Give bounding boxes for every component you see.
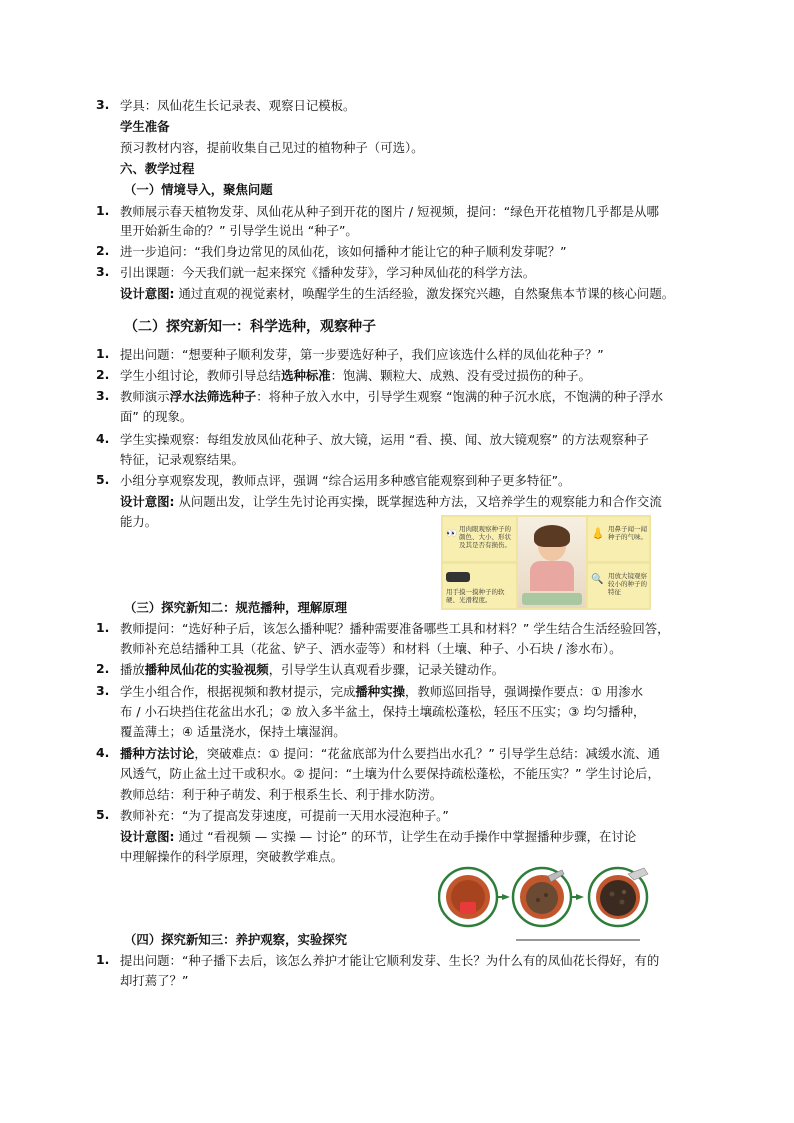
touch-caption: 用手摸一摸种子的软硬、光滑程度。 bbox=[446, 588, 505, 604]
paragraph-line: 里开始新生命的？” 引导学生说出 “种子”。 bbox=[120, 223, 358, 238]
list-item-text: 学具：凤仙花生长记录表、观察日记模板。 bbox=[120, 98, 356, 113]
paragraph-line: 特征，记录观察结果。 bbox=[120, 452, 244, 467]
paragraph-line: 中理解操作的科学原理，突破教学难点。 bbox=[120, 849, 344, 864]
paragraph-line: 引出课题：今天我们就一起来探究《播种发芽》，学习种凤仙花的科学方法。 bbox=[120, 265, 536, 280]
design-intent: 设计意图: 通过直观的视觉素材，唤醒学生的生活经验，激发探究兴趣，自然聚焦本节课的核心问题。 bbox=[120, 286, 675, 301]
paragraph-line: 进一步追问：“我们身边常见的凤仙花，该如何播种才能让它的种子顺利发芽呢？” bbox=[120, 244, 567, 259]
subsection-heading-4: （四）探究新知三：养护观察，实验探究 bbox=[124, 932, 348, 947]
paragraph-line: 却打蔫了？” bbox=[120, 973, 189, 988]
magnifier-caption: 用放大镜观察较小的种子的特征 bbox=[608, 572, 647, 596]
list-number: 1. bbox=[96, 620, 110, 635]
paragraph-line: 播种方法讨论，突破难点：① 提问：“花盆底部为什么要挡出水孔？” 引导学生总结：减缓水流、通 bbox=[120, 746, 660, 761]
look-caption: 用肉眼观察种子的颜色、大小、形状及其是否有损伤。 bbox=[459, 525, 511, 549]
magnifier-icon: 🔍 bbox=[591, 574, 604, 585]
student-prep-heading: 学生准备 bbox=[120, 119, 170, 134]
paragraph-line: 教师总结：利于种子萌发、利于根系生长、利于排水防涝。 bbox=[120, 787, 443, 802]
paragraph-line: 提出问题：“想要种子顺利发芽，第一步要选好种子，我们应该选什么样的凤仙花种子？” bbox=[120, 347, 604, 362]
list-number: 3. bbox=[96, 683, 110, 698]
design-intent: 设计意图: 通过 “看视频 — 实操 — 讨论” 的环节，让学生在动手操作中掌握播种步骤，在讨论 bbox=[120, 829, 637, 844]
paragraph-line: 面” 的现象。 bbox=[120, 409, 193, 424]
paragraph-line: 教师补充总结播种工具（花盆、铲子、洒水壶等）和材料（土壤、种子、小石块 / 渗水布）。 bbox=[120, 641, 622, 656]
paragraph-line: 布 / 小石块挡住花盆出水孔；② 放入多半盆土，保持土壤疏松蓬松，轻压不压实；③ 均匀播种， bbox=[120, 704, 646, 719]
magnifier-panel bbox=[588, 564, 649, 608]
paragraph-line: 教师提问：“选好种子后，该怎么播种呢？播种需要准备哪些工具和材料？” 学生结合生活经验回答， bbox=[120, 621, 670, 636]
paragraph-line: 能力。 bbox=[120, 514, 158, 529]
list-number: 3. bbox=[96, 264, 110, 279]
list-number: 3. bbox=[96, 388, 110, 403]
paragraph-line: 提出问题：“种子播下去后，该怎么养护才能让它顺利发芽、生长？为什么有的凤仙花长得好，有的 bbox=[120, 953, 660, 968]
subsection-heading-1: （一）情境导入，聚焦问题 bbox=[124, 182, 273, 197]
hand-seeds-icon bbox=[446, 572, 470, 582]
touch-panel bbox=[443, 564, 516, 608]
paragraph-line: 学生小组讨论，教师引导总结选种标准：饱满、颗粒大、成熟、没有受过损伤的种子。 bbox=[120, 368, 591, 383]
list-number: 2. bbox=[96, 243, 110, 258]
paragraph-line: 教师补充：“为了提高发芽速度，可提前一天用水浸泡种子。” bbox=[120, 808, 449, 823]
list-number: 2. bbox=[96, 367, 110, 382]
paragraph-line: 教师演示浮水法筛选种子：将种子放入水中，引导学生观察 “饱满的种子沉水底，不饱满的种子浮水 bbox=[120, 389, 664, 404]
list-number: 1. bbox=[96, 346, 110, 361]
paragraph-line: 播放播种凤仙花的实验视频，引导学生认真观看步骤，记录关键动作。 bbox=[120, 662, 505, 677]
list-number: 5. bbox=[96, 472, 110, 487]
paragraph-line: 风透气，防止盆土过干或积水。② 提问：“土壤为什么要保持疏松蓬松，不能压实？” 学生讨论后， bbox=[120, 766, 660, 781]
list-number: 4. bbox=[96, 431, 110, 446]
list-number: 5. bbox=[96, 807, 110, 822]
list-number: 1. bbox=[96, 203, 110, 218]
hair-shape bbox=[534, 525, 570, 547]
list-number: 2. bbox=[96, 661, 110, 676]
sowing-steps-figure bbox=[438, 858, 660, 942]
section-heading: 六、教学过程 bbox=[120, 161, 195, 176]
paragraph-line: 覆盖薄土；④ 适量浇水，保持土壤湿润。 bbox=[120, 724, 346, 739]
nose-icon: 👃 bbox=[591, 527, 605, 540]
paragraph-line: 学生小组合作，根据视频和教材提示，完成播种实操，教师巡回指导，强调操作要点：① 用渗水 bbox=[120, 684, 644, 699]
list-number: 4. bbox=[96, 745, 110, 760]
girl-photo bbox=[518, 517, 586, 608]
subsection-heading-3: （三）探究新知二：规范播种，理解原理 bbox=[124, 600, 348, 615]
subsection-heading-2: （二）探究新知一：科学选种，观察种子 bbox=[124, 319, 376, 335]
smell-caption: 用鼻子闻一闻 种子的气味。 bbox=[608, 525, 647, 541]
seed-observation-figure bbox=[441, 515, 651, 610]
shirt-shape bbox=[530, 561, 574, 591]
student-prep-text: 预习教材内容，提前收集自己见过的植物种子（可选）。 bbox=[120, 140, 424, 155]
paragraph-line: 小组分享观察发现，教师点评，强调 “综合运用多种感官能观察到种子更多特征”。 bbox=[120, 473, 571, 488]
eyes-icon: 👀 bbox=[446, 529, 458, 539]
look-panel bbox=[443, 517, 516, 561]
design-intent: 设计意图: 从问题出发，让学生先讨论再实操，既掌握选种方法，又培养学生的观察能力和合作交流 bbox=[120, 494, 662, 509]
paragraph-line: 教师展示春天植物发芽、凤仙花从种子到开花的图片 / 短视频，提问：“绿色开花植物几乎都是从哪 bbox=[120, 204, 659, 219]
list-number: 1. bbox=[96, 952, 110, 967]
smell-panel bbox=[588, 517, 649, 561]
pot-steps-illustration bbox=[438, 858, 660, 942]
seed-tray-shape bbox=[522, 593, 582, 605]
list-number: 3. bbox=[96, 97, 110, 112]
paragraph-line: 学生实操观察：每组发放凤仙花种子、放大镜，运用 “看、摸、闻、放大镜观察” 的方法观察种子 bbox=[120, 432, 649, 447]
